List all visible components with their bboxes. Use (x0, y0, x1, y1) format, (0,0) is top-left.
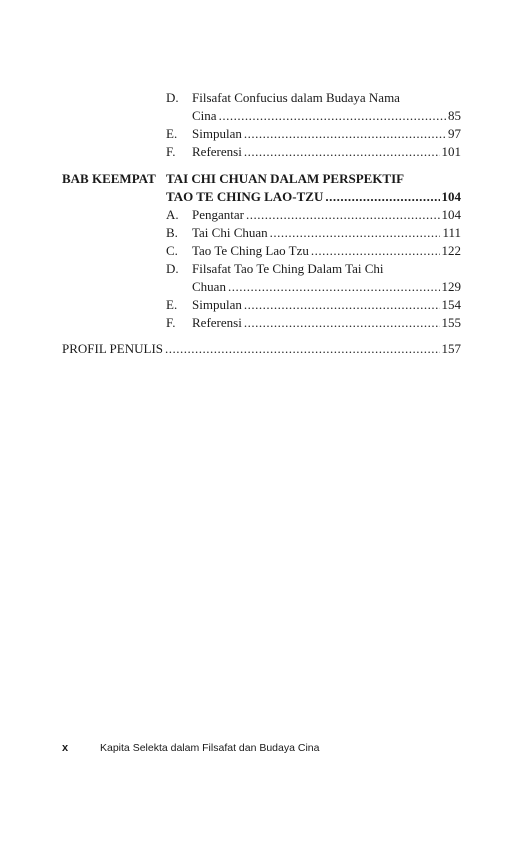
leader-dots (246, 206, 440, 223)
toc-item-title: Referensi (192, 144, 242, 159)
toc-item-4d-cont[interactable] (0, 278, 523, 295)
toc-item-4d[interactable] (0, 260, 523, 277)
toc-item-title: Tai Chi Chuan (192, 225, 268, 240)
toc-item-page: 101 (441, 144, 461, 159)
toc-item-title: Referensi (192, 315, 242, 330)
leader-dots (244, 125, 446, 142)
toc-item-letter: B. (166, 225, 178, 240)
toc-item-page: 104 (441, 207, 461, 222)
toc-item-letter: E. (166, 126, 178, 141)
toc-item-page: 85 (448, 108, 461, 123)
footer-book-title: Kapita Selekta dalam Filsafat dan Budaya Cina (100, 742, 320, 754)
chapter-heading-4-cont[interactable] (0, 188, 523, 205)
toc-item-letter: F. (166, 144, 176, 159)
toc-item-4c[interactable] (0, 242, 523, 259)
toc-item-title: Tao Te Ching Lao Tzu (192, 243, 309, 258)
toc-item-letter: A. (166, 207, 179, 222)
toc-item-title: Cina (192, 108, 217, 123)
chapter-heading-4[interactable] (0, 170, 523, 187)
toc-item-letter: F. (166, 315, 176, 330)
toc-item-3e[interactable] (0, 125, 523, 142)
toc-item-letter: D. (166, 261, 179, 276)
toc-item-page: 129 (441, 279, 461, 294)
toc-item-letter: C. (166, 243, 178, 258)
leader-dots (219, 107, 446, 124)
footer-page-number: x (62, 742, 69, 754)
leader-dots (270, 224, 441, 241)
toc-item-page: 122 (441, 243, 461, 258)
leader-dots (228, 278, 440, 295)
toc-item-title: Simpulan (192, 126, 242, 141)
toc-item-title: Chuan (192, 279, 226, 294)
chapter-title-line2: TAO TE CHING LAO-TZU (166, 189, 324, 204)
chapter-title-line1: TAI CHI CHUAN DALAM PERSPEKTIF (166, 171, 405, 186)
toc-item-page: 154 (441, 297, 461, 312)
leader-dots (311, 242, 440, 259)
toc-profile-title: PROFIL PENULIS (62, 341, 164, 356)
toc-item-3d-cont[interactable] (0, 107, 523, 124)
toc-item-4b[interactable] (0, 224, 523, 241)
toc-item-page: 155 (441, 315, 461, 330)
toc-item-4e[interactable] (0, 296, 523, 313)
toc-profile[interactable] (0, 340, 523, 357)
toc-item-title-line1: Filsafat Tao Te Ching Dalam Tai Chi (192, 261, 384, 276)
toc-item-title: Pengantar (192, 207, 244, 222)
toc-item-4f[interactable] (0, 314, 523, 331)
toc-item-title: Simpulan (192, 297, 242, 312)
leader-dots (165, 340, 439, 357)
leader-dots (325, 188, 439, 205)
chapter-label: BAB KEEMPAT (62, 171, 156, 186)
toc-item-page: 97 (448, 126, 461, 141)
leader-dots (244, 314, 440, 331)
toc-item-letter: E. (166, 297, 178, 312)
toc-profile-page: 157 (441, 341, 461, 356)
toc-item-3f[interactable] (0, 143, 523, 160)
toc-item-page: 111 (442, 225, 461, 240)
leader-dots (244, 143, 440, 160)
toc-item-letter: D. (166, 90, 179, 105)
toc-item-4a[interactable] (0, 206, 523, 223)
toc-item-3d[interactable] (0, 89, 523, 106)
toc-item-title-line1: Filsafat Confucius dalam Budaya Nama (192, 90, 400, 105)
leader-dots (244, 296, 440, 313)
chapter-page: 104 (441, 189, 461, 204)
